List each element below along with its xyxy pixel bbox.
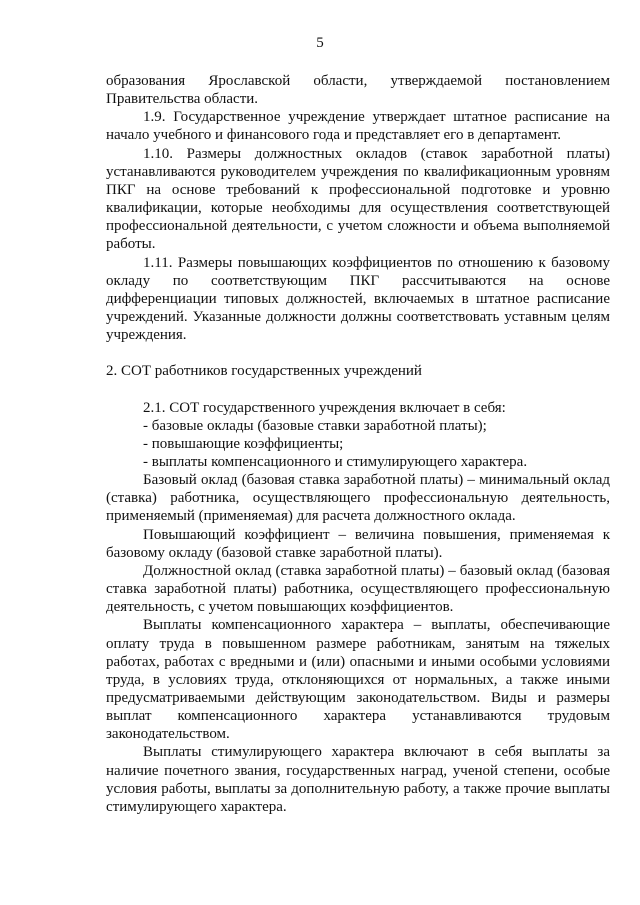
definition-increasing-coefficient: Повышающий коэффициент – величина повышения, применяемая к базовому окладу (базовой ставке заработной платы). xyxy=(106,526,610,561)
paragraph-2-1: 2.1. СОТ государственного учреждения включает в себя: xyxy=(143,399,506,416)
definition-official-salary: Должностной оклад (ставка заработной платы) – базовый оклад (базовая ставка заработной платы) работника, осуществляющего профессиональную деятельность, с учетом повышающих коэффициентов. xyxy=(106,562,610,616)
document-body xyxy=(106,72,610,816)
section-heading: 2. СОТ работников государственных учреждений xyxy=(106,363,422,380)
paragraph-1-11: 1.11. Размеры повышающих коэффициентов по отношению к базовому окладу по соответствующим ПКГ рассчитываются на основе дифференциации типовых должностей, включаемых в штатное расписание учреждений. Указанные должности должны соответствовать уставным целям учреждения. xyxy=(106,254,610,344)
definition-base-salary: Базовый оклад (базовая ставка заработной платы) – минимальный оклад (ставка) работника, осуществляющего профессиональную деятельность, применяемый (применяемая) для расчета должностного оклада. xyxy=(106,472,610,525)
list-item-base-salaries: - базовые оклады (базовые ставки заработной платы); xyxy=(143,417,487,434)
definition-compensation-payments: Выплаты компенсационного характера – выплаты, обеспечивающие оплату труда в повышенном размере работникам, занятым на тяжелых работах, работах с вредными и (или) опасными и иными особыми условиями труда, в условиях труда, отклоняющихся от нормальных, а также иными предусматриваемыми действующим законодательством. Виды и размеры выплат компенсационного характера устанавливаются трудовым законодательством. xyxy=(106,617,610,743)
definition-incentive-payments: Выплаты стимулирующего характера включают в себя выплаты за наличие почетного звания, государственных наград, ученой степени, особые условия работы, выплаты за дополнительную работу, а также прочие выплаты стимулирующего характера. xyxy=(106,744,610,815)
page-number: 5 xyxy=(316,35,324,51)
paragraph-1-10: 1.10. Размеры должностных окладов (ставок заработной платы) устанавливаются руководителем учреждения по квалификационным уровням ПКГ на основе требований к профессиональной подготовке и уровню квалификации, которые необходимы для осуществления соответствующей профессиональной деятельности, с учетом сложности и объема выполняемой работы. xyxy=(106,145,610,253)
list-item-coefficients: - повышающие коэффициенты; xyxy=(143,435,344,452)
list-item-payments: - выплаты компенсационного и стимулирующего характера. xyxy=(143,453,528,470)
paragraph-continuation: образования Ярославской области, утверждаемой постановлением Правительства области. xyxy=(106,73,610,108)
paragraph-1-9: 1.9. Государственное учреждение утверждает штатное расписание на начало учебного и финансового года и представляет его в департамент. xyxy=(106,109,610,144)
